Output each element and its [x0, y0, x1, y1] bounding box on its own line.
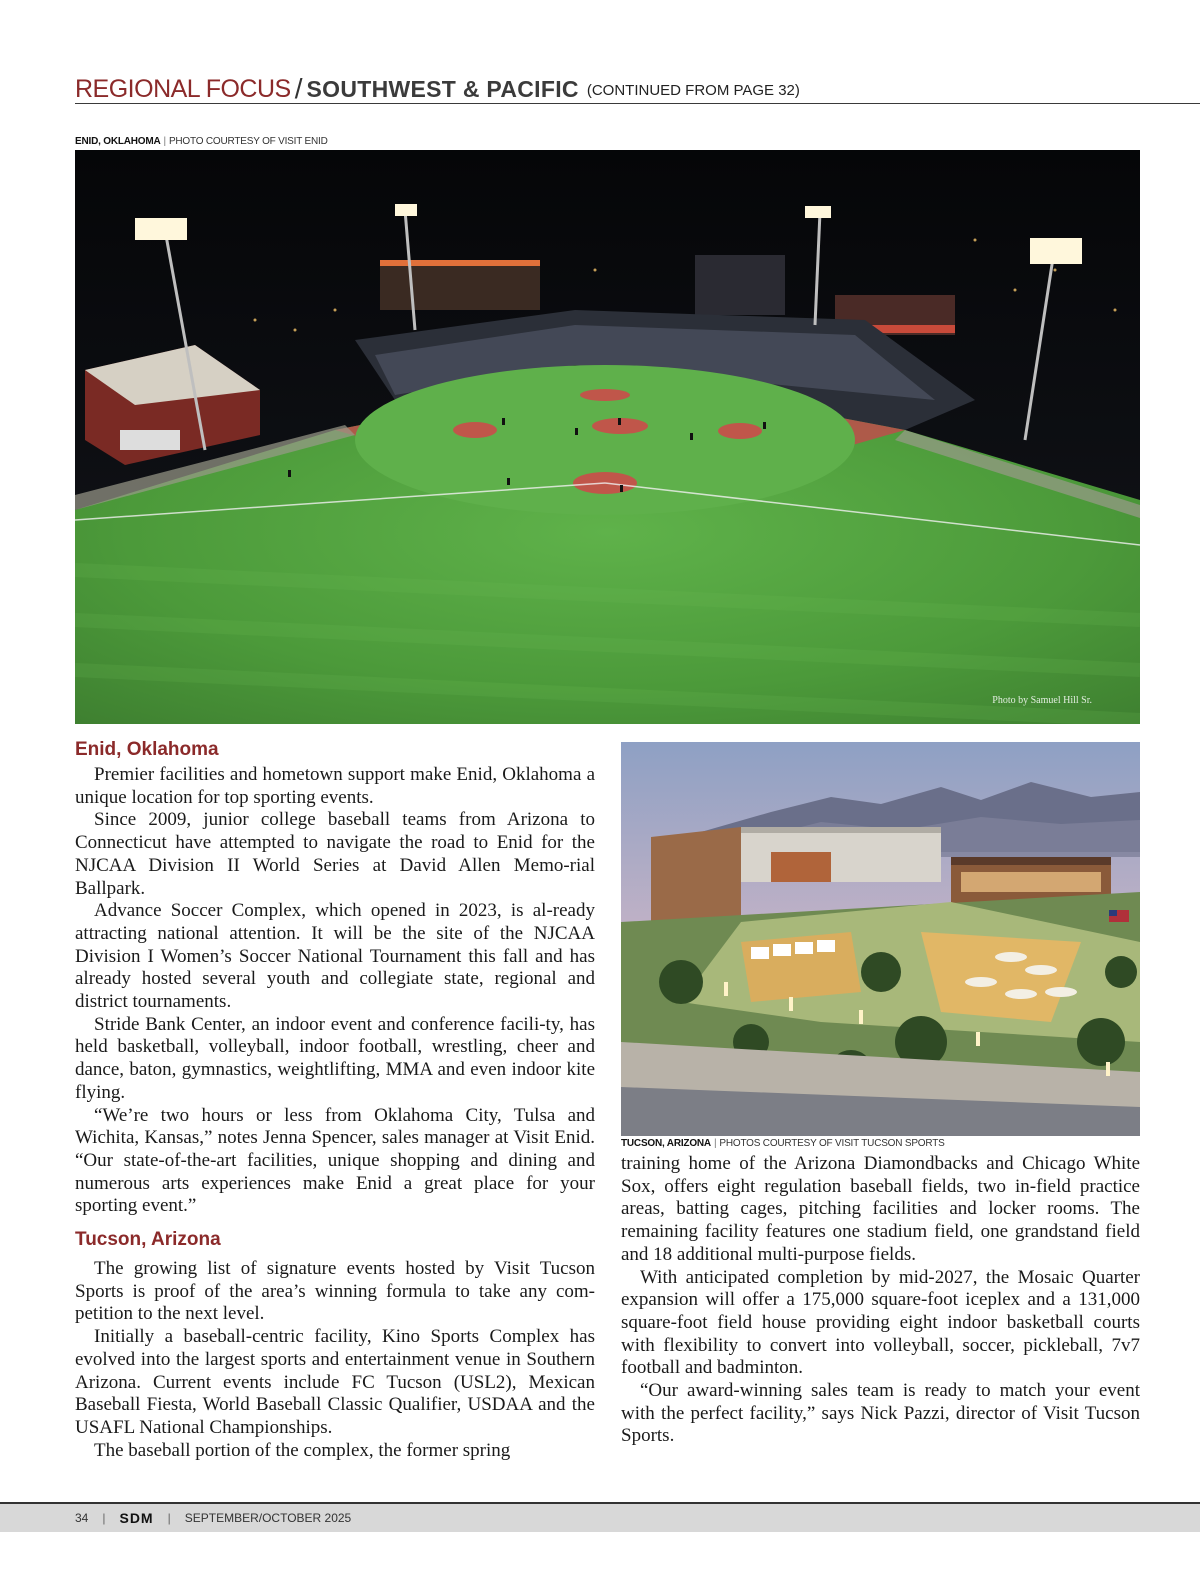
enid-paragraph-4: Stride Bank Center, an indoor event and conference facili-ty, has held basketball, volleyball, indoor football, wrestling, cheer and dance, baton, gymnastics, weightlifting, MMA and even indoor kite flying. — [75, 1013, 595, 1103]
enid-paragraph-2: Since 2009, junior college baseball teams from Arizona to Connecticut have attempted to navigate the road to Enid for the NJCAA Division II World Series at David Allen Memo-rial Ballpark. — [75, 809, 595, 899]
page-footer — [0, 1502, 1200, 1532]
caption-credit: PHOTOS COURTESY OF VISIT TUCSON SPORTS — [719, 1138, 945, 1149]
top-photo-caption — [75, 136, 328, 147]
section-header — [75, 74, 1200, 104]
tucson-paragraph-1: The growing list of signature events hosted by Visit Tucson Sports is proof of the area’s winning formula to take any com-petition to the next level. — [75, 1258, 595, 1325]
header-slash: / — [294, 73, 303, 104]
right-paragraph-2: With anticipated completion by mid-2027, the Mosaic Quarter expansion will offer a 175,000 square-foot iceplex and a 131,000 square-foot field house providing eight indoor basketball courts with flexibility to convert into volleyball, soccer, pickleball, 7v7 football and badminton. — [621, 1266, 1140, 1379]
enid-paragraph-1: Premier facilities and hometown support make Enid, Oklahoma a unique location for top sporting events. — [75, 764, 595, 808]
stadium-photo — [75, 150, 1140, 724]
caption-separator: | — [713, 1138, 717, 1149]
enid-paragraph-5: “We’re two hours or less from Oklahoma City, Tulsa and Wichita, Kansas,” notes Jenna Spencer, sales manager at Visit Enid. “Our state-of-the-art facilities, unique shopping and dining and numerous arts experiences make Enid a great place for your sporting event.” — [75, 1104, 595, 1217]
left-column — [75, 738, 595, 1462]
footer-separator: | — [167, 1511, 171, 1525]
enid-paragraph-3: Advance Soccer Complex, which opened in 2023, is al-ready attracting national attention. It will be the site of the NJCAA Division I Women’s Soccer National Tournament this fall and has already hosted several youth and collegiate state, regional and district tournaments. — [75, 900, 595, 1013]
tucson-photo — [621, 742, 1140, 1136]
publication-logo: SDM — [119, 1510, 154, 1526]
heading-enid: Enid, Oklahoma — [75, 739, 219, 760]
caption-credit: PHOTO COURTESY OF VISIT ENID — [168, 136, 328, 147]
tucson-illustration — [621, 742, 1140, 1136]
right-column — [621, 1153, 1140, 1448]
section-title: SOUTHWEST & PACIFIC — [306, 76, 579, 102]
right-paragraph-3: “Our award-winning sales team is ready to match your event with the perfect facility,” says Nick Pazzi, director of Visit Tucson Sports. — [621, 1380, 1140, 1447]
tucson-paragraph-3: The baseball portion of the complex, the former spring — [94, 1439, 511, 1461]
caption-separator: | — [163, 136, 166, 147]
footer-separator: | — [102, 1511, 106, 1525]
heading-tucson: Tucson, Arizona — [75, 1229, 221, 1251]
continued-note: (CONTINUED FROM PAGE 32) — [586, 82, 800, 99]
stadium-illustration — [75, 150, 1140, 724]
embedded-photo-credit: Photo by Samuel Hill Sr. — [992, 695, 1092, 706]
tucson-paragraph-2: Initially a baseball-centric facility, Kino Sports Complex has evolved into the largest sports and entertainment venue in Southern Arizona. Current events include FC Tucson (USL2), Mexican Baseball Fiesta, World Baseball Classic Qualifier, USDAA and the USAFL National Championships. — [75, 1326, 595, 1438]
page-number: 34 — [75, 1511, 89, 1525]
section-label: REGIONAL FOCUS — [75, 75, 291, 103]
caption-location: ENID, OKLAHOMA — [75, 136, 161, 147]
tucson-photo-caption — [621, 1138, 945, 1149]
caption-location: TUCSON, ARIZONA — [621, 1138, 711, 1149]
issue-date: SEPTEMBER/OCTOBER 2025 — [184, 1511, 352, 1525]
right-paragraph-1: training home of the Arizona Diamondbacks and Chicago White Sox, offers eight regulation baseball fields, two in-field practice areas, batting cages, pitching facilities and locker rooms. The remaining facility features one stadium field, one grandstand field and 18 additional multi-purpose fields. — [621, 1153, 1140, 1265]
